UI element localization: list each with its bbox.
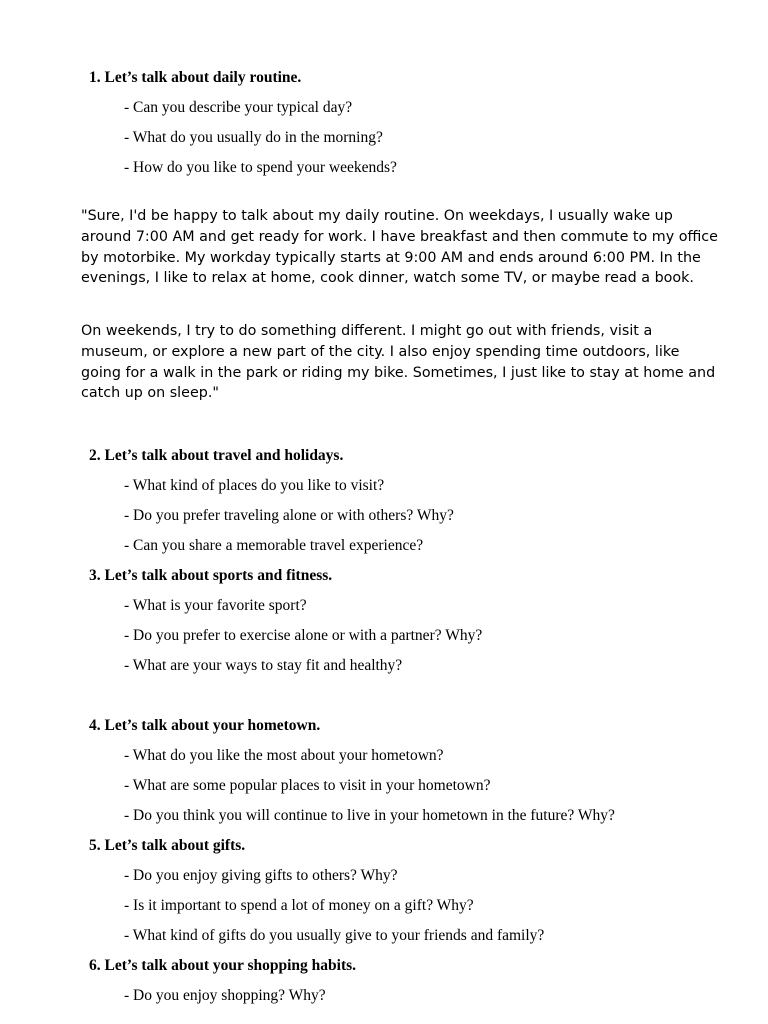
question-3-2: - Do you prefer to exercise alone or with a partner? Why? — [124, 627, 483, 644]
question-3-1: - What is your favorite sport? — [124, 597, 307, 614]
section-heading-2: 2. Let’s talk about travel and holidays. — [89, 447, 344, 464]
section-heading-1: 1. Let’s talk about daily routine. — [89, 69, 302, 86]
section-heading-6: 6. Let’s talk about your shopping habits. — [89, 957, 357, 974]
question-4-3: - Do you think you will continue to live in your hometown in the future? Why? — [124, 807, 615, 824]
question-1-3: - How do you like to spend your weekends? — [124, 159, 397, 176]
section-heading-3: 3. Let’s talk about sports and fitness. — [89, 567, 333, 584]
question-1-2: - What do you usually do in the morning? — [124, 129, 383, 146]
question-6-1: - Do you enjoy shopping? Why? — [124, 987, 326, 1004]
question-2-2: - Do you prefer traveling alone or with others? Why? — [124, 507, 454, 524]
question-4-2: - What are some popular places to visit in your hometown? — [124, 777, 491, 794]
answer-paragraph-2: On weekends, I try to do something different. I might go out with friends, visit a museum, or explore a new part of the city. I also enjoy spending time outdoors, like going for a walk in the park or riding my bike. Sometimes, I just like to stay at home and catch up on sleep." — [81, 323, 716, 402]
section-heading-5: 5. Let’s talk about gifts. — [89, 837, 246, 854]
question-4-1: - What do you like the most about your hometown? — [124, 747, 444, 764]
section-heading-4: 4. Let’s talk about your hometown. — [89, 717, 321, 734]
question-1-1: - Can you describe your typical day? — [124, 99, 353, 116]
question-5-2: - Is it important to spend a lot of money on a gift? Why? — [124, 897, 474, 914]
answer-paragraph-1: "Sure, I'd be happy to talk about my daily routine. On weekdays, I usually wake up around 7:00 AM and get ready for work. I have breakfast and then commute to my office by motorbike. My workday typically starts at 9:00 AM and ends around 6:00 PM. In the evenings, I like to relax at home, cook dinner, watch some TV, or maybe read a book. — [81, 208, 718, 287]
question-2-3: - Can you share a memorable travel experience? — [124, 537, 424, 554]
question-5-1: - Do you enjoy giving gifts to others? Why? — [124, 867, 398, 884]
question-2-1: - What kind of places do you like to visit? — [124, 477, 385, 494]
question-3-3: - What are your ways to stay fit and healthy? — [124, 657, 403, 674]
question-5-3: - What kind of gifts do you usually give to your friends and family? — [124, 927, 545, 944]
